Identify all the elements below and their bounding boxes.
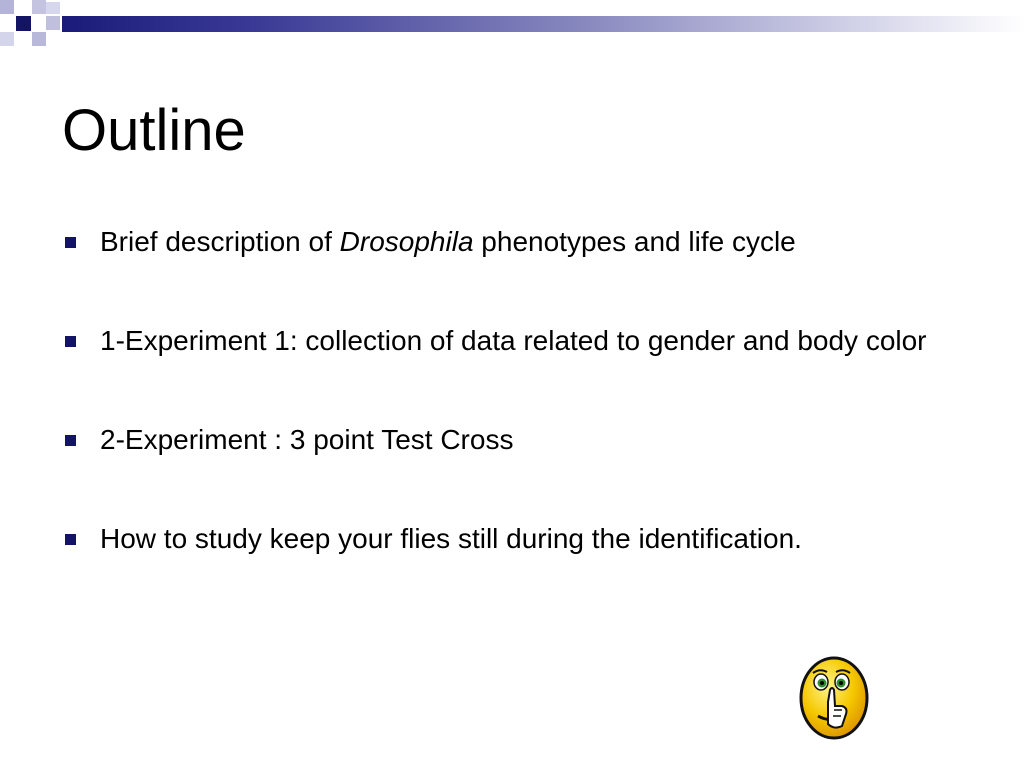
header-decoration [0, 0, 1024, 64]
bullet-item [62, 420, 962, 460]
slide-title: Outline [62, 98, 246, 163]
bullet-text [100, 226, 796, 257]
decor-square [46, 16, 60, 30]
square-bullet-icon [65, 534, 76, 545]
decor-square [46, 2, 60, 14]
shushing-smiley-icon [796, 654, 872, 742]
decor-square [0, 0, 14, 14]
decor-square [32, 32, 46, 46]
decor-square [16, 16, 31, 31]
bullet-text: 1-Experiment 1: collection of data related to gender and body color [100, 325, 927, 356]
bullet-text: 2-Experiment : 3 point Test Cross [100, 424, 514, 455]
bullet-text-part: Brief description of [100, 226, 340, 257]
decor-square [0, 32, 14, 46]
square-bullet-icon [65, 336, 76, 347]
bullet-text-part: phenotypes and life cycle [473, 226, 796, 257]
species-name: Drosophila [339, 226, 474, 257]
bullet-item [62, 519, 962, 559]
header-gradient-bar [62, 16, 1024, 32]
bullet-text: How to study keep your flies still during the identification. [100, 523, 802, 554]
bullet-item [62, 222, 962, 262]
square-bullet-icon [65, 237, 76, 248]
decor-square [32, 0, 46, 14]
bullet-item [62, 321, 962, 361]
square-bullet-icon [65, 435, 76, 446]
bullet-list [62, 222, 962, 618]
